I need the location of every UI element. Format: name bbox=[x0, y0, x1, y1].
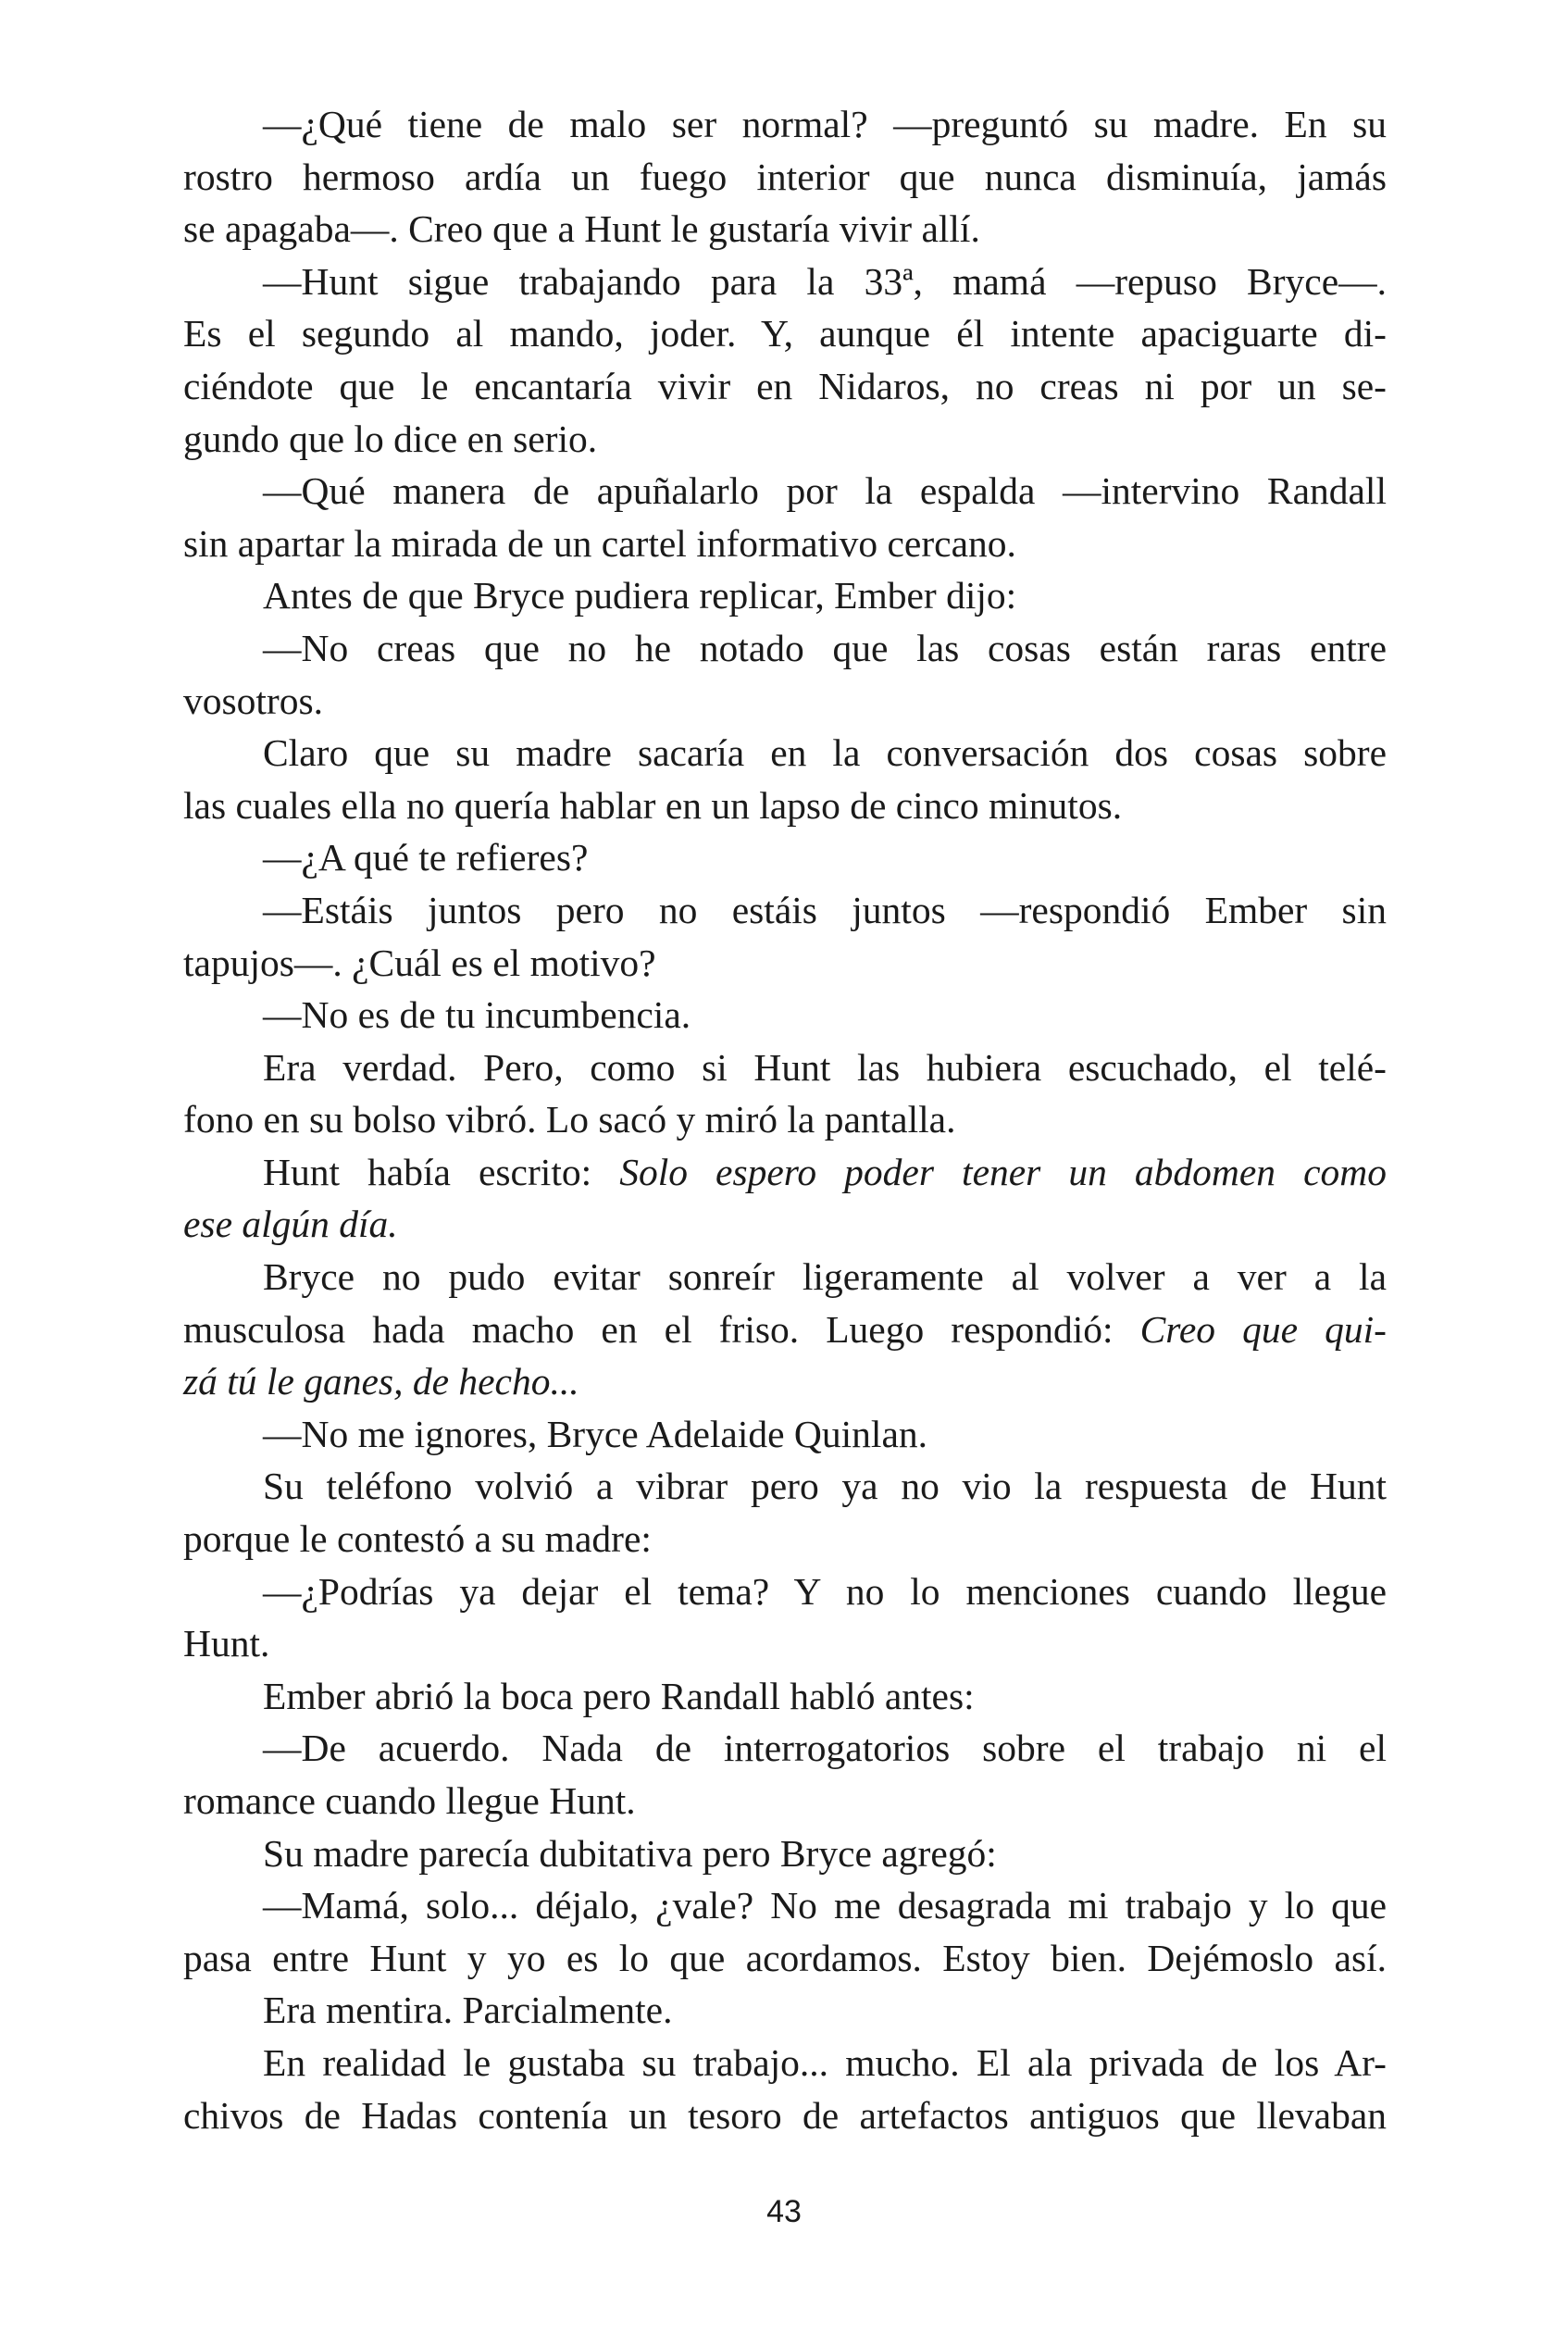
text-line-roman: —Mamá, solo... déjalo, ¿vale? No me desagrada mi trabajo y lo que bbox=[263, 1884, 1387, 1927]
text-line-roman: Era verdad. Pero, como si Hunt las hubiera escuchado, el telé- bbox=[263, 1045, 1387, 1089]
text-line bbox=[183, 1722, 1387, 1775]
text-line bbox=[183, 1146, 1387, 1199]
text-line bbox=[183, 831, 1387, 884]
text-line-roman: —De acuerdo. Nada de interrogatorios sobre el trabajo ni el bbox=[263, 1727, 1387, 1770]
text-line-roman: porque le contestó a su madre: bbox=[183, 1517, 652, 1561]
text-line-roman: —No es de tu incumbencia. bbox=[263, 993, 691, 1037]
text-line bbox=[183, 2089, 1387, 2142]
text-line bbox=[183, 1408, 1387, 1461]
text-line-italic: Solo espero poder tener un abdomen como bbox=[619, 1150, 1387, 1193]
text-line-roman: vosotros. bbox=[183, 679, 324, 722]
text-line bbox=[183, 360, 1387, 413]
text-line-roman: sin apartar la mirada de un cartel informativo cercano. bbox=[183, 521, 1016, 565]
text-line-roman: Claro que su madre sacaría en la conversación dos cosas sobre bbox=[263, 731, 1387, 775]
text-line bbox=[183, 98, 1387, 151]
text-line-roman: ciéndote que le encantaría vivir en Nidaros, no creas ni por un se- bbox=[183, 364, 1387, 407]
text-line bbox=[183, 622, 1387, 675]
text-line-roman: —¿Podrías ya dejar el tema? Y no lo menciones cuando llegue bbox=[263, 1569, 1387, 1613]
text-line-roman: fono en su bolso vibró. Lo sacó y miró la pantalla. bbox=[183, 1098, 956, 1141]
text-line-roman: Hunt. bbox=[183, 1622, 270, 1665]
text-line-roman: —¿Qué tiene de malo ser normal? —preguntó su madre. En su bbox=[263, 103, 1387, 145]
text-line bbox=[183, 1565, 1387, 1618]
text-line-roman: pasa entre Hunt y yo es lo que acordamos. Estoy bien. Dejémoslo así. bbox=[183, 1936, 1387, 1979]
text-line bbox=[183, 779, 1387, 832]
text-line-italic: zá tú le ganes, de hecho... bbox=[183, 1360, 579, 1403]
text-line bbox=[183, 1932, 1387, 1985]
text-line bbox=[183, 1879, 1387, 1932]
text-line bbox=[183, 307, 1387, 360]
text-line-roman: Bryce no pudo evitar sonreír ligeramente al volver a ver a la bbox=[263, 1255, 1387, 1299]
text-line bbox=[183, 989, 1387, 1041]
text-line bbox=[183, 1513, 1387, 1565]
text-line-roman: musculosa hada macho en el friso. Luego respondió: bbox=[183, 1307, 1140, 1351]
text-line bbox=[183, 1984, 1387, 2037]
text-line-italic: ese algún día. bbox=[183, 1203, 398, 1246]
text-line-roman: —Estáis juntos pero no estáis juntos —respondió Ember sin bbox=[263, 888, 1387, 931]
page-number: 43 bbox=[766, 2194, 802, 2229]
text-line-roman: —Hunt sigue trabajando para la 33ª, mamá —repuso Bryce—. bbox=[263, 259, 1387, 303]
text-line bbox=[183, 1093, 1387, 1146]
text-line-roman: En realidad le gustaba su trabajo... mucho. El ala privada de los Ar- bbox=[263, 2040, 1387, 2084]
text-line-roman: tapujos—. ¿Cuál es el motivo? bbox=[183, 941, 656, 984]
text-line bbox=[183, 1827, 1387, 1880]
text-line bbox=[183, 1041, 1387, 1094]
text-line bbox=[183, 1670, 1387, 1723]
text-line-roman: Es el segundo al mando, joder. Y, aunque él intente apaciguarte di- bbox=[183, 312, 1387, 355]
text-line bbox=[183, 1303, 1387, 1356]
text-line bbox=[183, 465, 1387, 518]
text-line bbox=[183, 1460, 1387, 1513]
text-line bbox=[183, 675, 1387, 728]
text-line-roman: —Qué manera de apuñalarlo por la espalda —intervino Randall bbox=[263, 469, 1387, 513]
text-line-roman: Su madre parecía dubitativa pero Bryce agregó: bbox=[263, 1831, 997, 1875]
text-line bbox=[183, 937, 1387, 990]
text-line bbox=[183, 1198, 1387, 1251]
text-line-roman: chivos de Hadas contenía un tesoro de artefactos antiguos que llevaban bbox=[183, 2093, 1387, 2137]
text-line bbox=[183, 1775, 1387, 1827]
text-line-roman: Era mentira. Parcialmente. bbox=[263, 1989, 673, 2032]
text-line bbox=[183, 727, 1387, 779]
text-line bbox=[183, 203, 1387, 256]
text-line bbox=[183, 413, 1387, 466]
text-line bbox=[183, 2037, 1387, 2089]
text-line-roman: se apagaba—. Creo que a Hunt le gustaría vivir allí. bbox=[183, 207, 980, 251]
text-line-roman: Hunt había escrito: bbox=[263, 1150, 620, 1193]
text-line-roman: rostro hermoso ardía un fuego interior que nunca disminuía, jamás bbox=[183, 155, 1387, 198]
text-line bbox=[183, 569, 1387, 622]
text-line-roman: romance cuando llegue Hunt. bbox=[183, 1779, 636, 1822]
text-line-roman: las cuales ella no quería hablar en un lapso de cinco minutos. bbox=[183, 783, 1123, 827]
text-line bbox=[183, 1251, 1387, 1303]
text-line bbox=[183, 1355, 1387, 1408]
text-line bbox=[183, 518, 1387, 570]
text-line bbox=[183, 1617, 1387, 1670]
text-line-roman: —No me ignores, Bryce Adelaide Quinlan. bbox=[263, 1412, 928, 1455]
text-line-roman: Ember abrió la boca pero Randall habló antes: bbox=[263, 1674, 975, 1717]
text-line-roman: gundo que lo dice en serio. bbox=[183, 417, 598, 460]
text-line-roman: —¿A qué te refieres? bbox=[263, 836, 589, 879]
body-text bbox=[183, 98, 1387, 2141]
text-line bbox=[183, 256, 1387, 308]
text-line-italic: Creo que qui- bbox=[1139, 1307, 1387, 1351]
text-line-roman: Su teléfono volvió a vibrar pero ya no vio la respuesta de Hunt bbox=[263, 1465, 1387, 1508]
text-line bbox=[183, 151, 1387, 204]
text-line bbox=[183, 884, 1387, 937]
text-line-roman: Antes de que Bryce pudiera replicar, Ember dijo: bbox=[263, 574, 1017, 617]
text-line-roman: —No creas que no he notado que las cosas están raras entre bbox=[263, 626, 1387, 669]
